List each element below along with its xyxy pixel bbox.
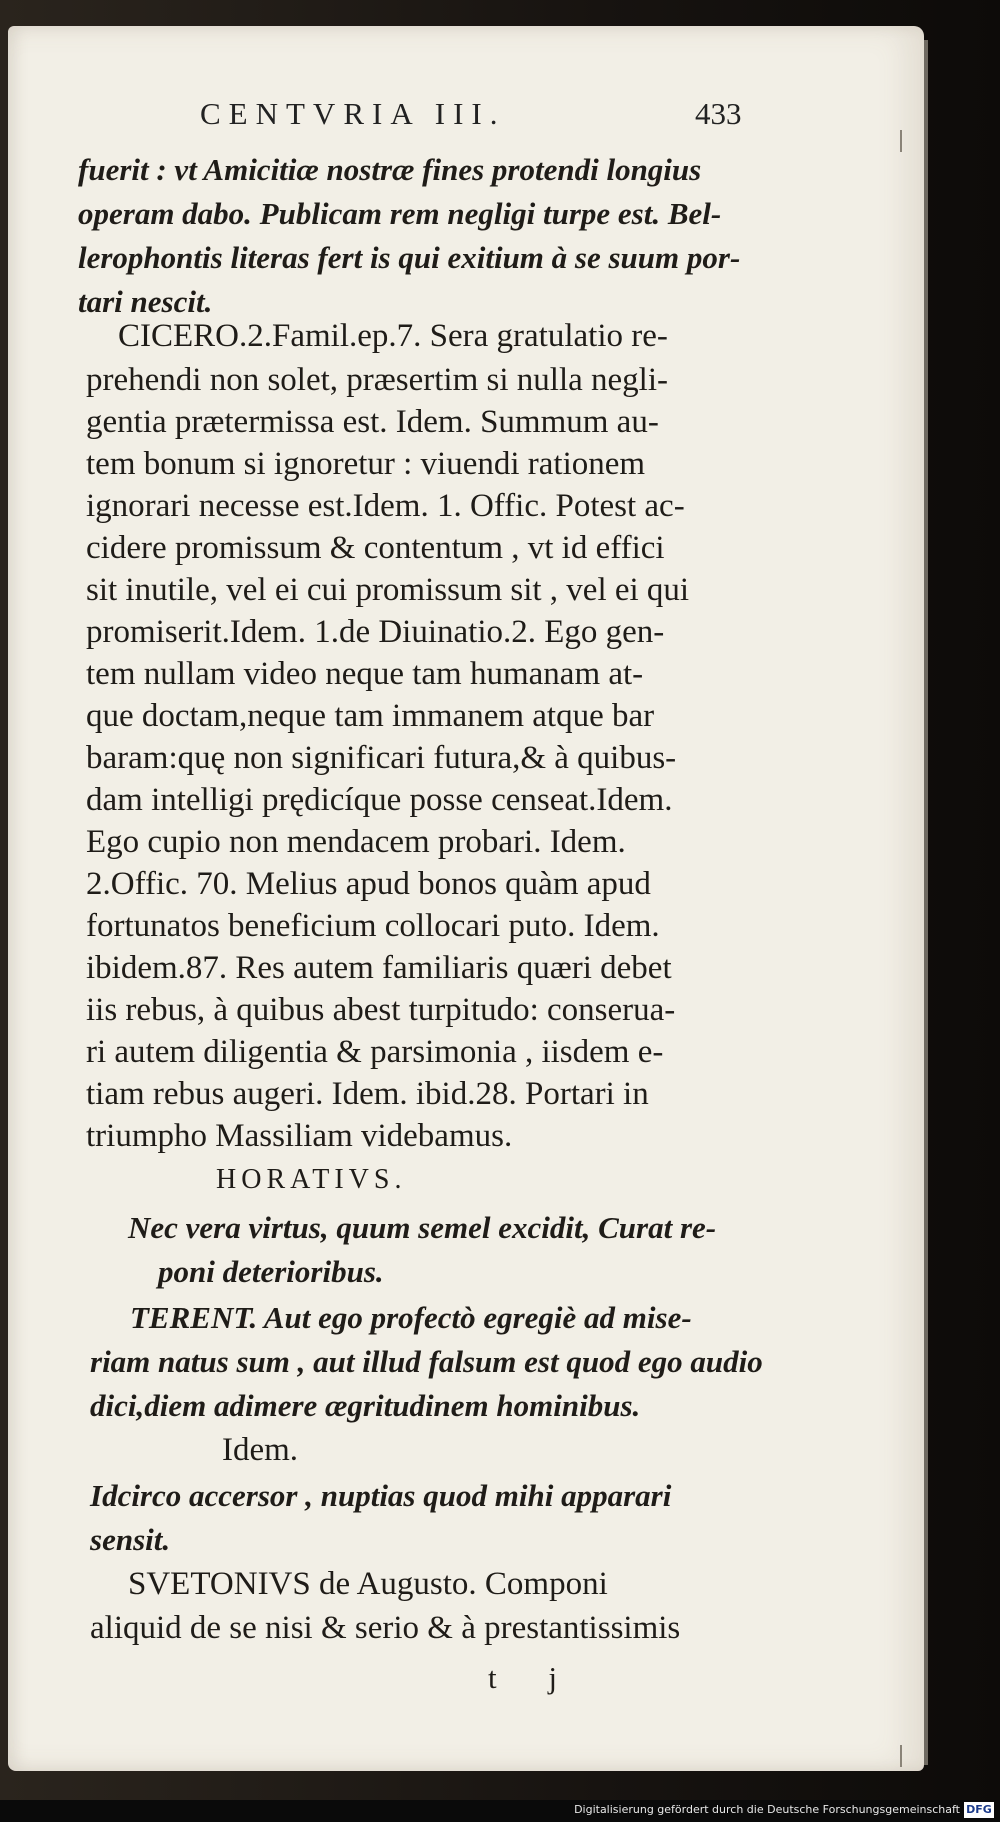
text-line: tari nescit.: [78, 284, 213, 319]
text-line: fortunatos beneficium collocari puto. Idem.: [86, 908, 660, 944]
text-line: que doctam,neque tam immanem atque bar: [86, 698, 655, 734]
text-line: ibidem.87. Res autem familiaris quæri debet: [86, 950, 672, 986]
text-line: gentia prætermissa est. Idem. Summum au-: [86, 404, 659, 440]
text-line: promiserit.Idem. 1.de Diuinatio.2. Ego gen-: [86, 614, 665, 650]
section-heading: HORATIVS.: [216, 1164, 407, 1195]
text-line: tem nullam video neque tam humanam at-: [86, 656, 644, 692]
verse-line: Nec vera virtus, quum semel excidit, Curat re-: [128, 1210, 717, 1245]
text-line: operam dabo. Publicam rem negligi turpe est. Bel-: [78, 196, 722, 231]
text-line: prehendi non solet, præsertim si nulla negli-: [86, 362, 668, 398]
dfg-logo: DFG: [964, 1802, 994, 1818]
text-line: tiam rebus augeri. Idem. ibid.28. Portari in: [86, 1076, 649, 1112]
text-line: Ego cupio non mendacem probari. Idem.: [86, 824, 626, 860]
page-edge: [924, 40, 928, 1765]
margin-mark: [900, 130, 902, 152]
signature-mark: t j: [488, 1660, 579, 1695]
section-heading: Idem.: [222, 1432, 299, 1468]
text-line: TERENT. Aut ego profectò egregiè ad mise-: [130, 1300, 692, 1335]
verse-line: poni deterioribus.: [158, 1254, 384, 1289]
text-line: fuerit : vt Amicitiæ nostræ fines protendi longius: [78, 152, 702, 187]
text-line: sit inutile, vel ei cui promissum sit , vel ei qui: [86, 572, 690, 608]
text-line: ignorari necesse est.Idem. 1. Offic. Potest ac-: [86, 488, 685, 524]
text-line: iis rebus, à quibus abest turpitudo: conserua-: [86, 992, 676, 1028]
running-title: CENTVRIA III.: [200, 96, 506, 131]
running-header: [200, 96, 760, 136]
text-line: 2.Offic. 70. Melius apud bonos quàm apud: [86, 866, 651, 902]
text-line: tem bonum si ignoretur : viuendi rationem: [86, 446, 646, 482]
text-line: dam intelligi prędicíque posse censeat.Idem.: [86, 782, 673, 818]
margin-mark: [900, 1745, 902, 1767]
text-line: riam natus sum , aut illud falsum est quod ego audio: [90, 1344, 763, 1379]
text-line: triumpho Massiliam videbamus.: [86, 1118, 513, 1154]
text-line: aliquid de se nisi & serio & à prestantissimis: [90, 1610, 681, 1646]
text-line: dici,diem adimere ægritudinem hominibus.: [90, 1388, 641, 1423]
text-line: baram:quę non significari futura,& à quibus-: [86, 740, 677, 776]
page-number: 433: [695, 96, 742, 131]
footer-credit: Digitalisierung gefördert durch die Deutsche Forschungsgemeinschaft: [574, 1803, 960, 1816]
text-line: CICERO.2.Famil.ep.7. Sera gratulatio re-: [118, 318, 668, 354]
text-line: SVETONIVS de Augusto. Componi: [128, 1566, 608, 1602]
footer-bar: [0, 1800, 1000, 1822]
text-line: cidere promissum & contentum , vt id effici: [86, 530, 665, 566]
text-line: lerophontis literas fert is qui exitium à se suum por-: [78, 240, 741, 275]
text-line: Idcirco accersor , nuptias quod mihi apparari: [90, 1478, 672, 1513]
text-line: sensit.: [90, 1522, 171, 1557]
text-line: ri autem diligentia & parsimonia , iisdem e-: [86, 1034, 664, 1070]
